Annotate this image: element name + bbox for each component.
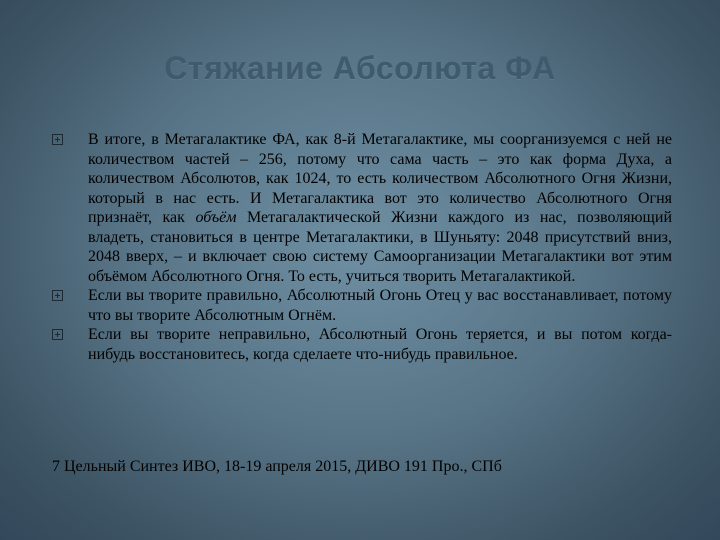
- bullet-text: Если вы творите неправильно, Абсолютный Огонь теряется, и вы потом когда-нибудь восстановитесь, когда сделаете что-нибудь правильное.: [88, 326, 672, 363]
- bullet-text-continued: Метагалактической Жизни каждого из нас, позволяющий владеть, становиться в центре Метагалактики, в Шуньяту: 2048 присутствий вниз, 2048 вверх, – и включает свою систему Самоорганизации Метагалактики вот этим объёмом Абсолютного Огня. То есть, учиться творить Метагалактикой.: [88, 209, 672, 285]
- bullet-list: [50, 130, 672, 364]
- boxed-plus-icon: [52, 134, 63, 145]
- bullet-item: [50, 130, 672, 286]
- bullet-item: [50, 286, 672, 325]
- bullet-text: В итоге, в Метагалактике ФА, как 8-й Метагалактике, мы соорганизуемся с ней не количеством частей – 256, потому что сама часть – это как форма Духа, а количеством Абсолютов, как 1024, то есть количеством Абсолютного Огня Жизни, который в нас есть. И Метагалактика вот это количество Абсолютного Огня признаёт, как: [88, 131, 672, 226]
- boxed-plus-icon: [52, 329, 63, 340]
- boxed-plus-icon: [52, 290, 63, 301]
- bullet-text: Если вы творите правильно, Абсолютный Огонь Отец у вас восстанавливает, потому что вы творите Абсолютным Огнём.: [88, 287, 672, 324]
- source-citation: 7 Цельный Синтез ИВО, 18-19 апреля 2015, ДИВО 191 Про., СПб: [52, 458, 502, 475]
- bullet-emphasis: объём: [195, 209, 237, 226]
- slide-title: Стяжание Абсолюта ФА: [164, 50, 556, 86]
- bullet-item: [50, 325, 672, 364]
